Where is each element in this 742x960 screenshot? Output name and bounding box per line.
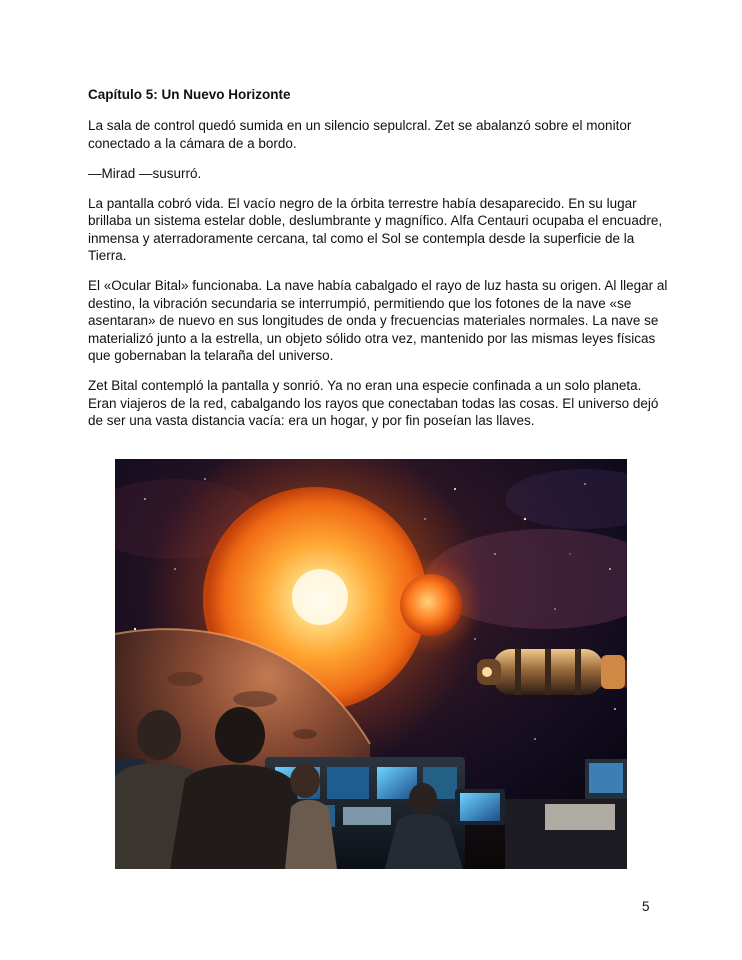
paragraph-4: El «Ocular Bital» funcionaba. La nave había cabalgado el rayo de luz hasta su origen. Al llegar al destino, la vibración secundaria se interrumpió, permitiendo que los fotones de la nave «se asentaran» de nuevo en sus longitudes de onda y frecuencias materiales normales. La nave se materializó junto a la estrella, un objeto sólido otra vez, mantenido por las mismas leyes físicas que gobernaban la telaraña del universo. [88,278,668,363]
crew-member-left-head [137,710,181,760]
chapter-title: Capítulo 5: Un Nuevo Horizonte [88,87,291,102]
secondary-star [400,574,462,636]
crew-member-center-head [215,707,265,763]
paragraph-1: La sala de control quedó sumida en un silencio sepulcral. Zet se abalanzó sobre el monitor conectado a la cámara de a bordo. [88,118,632,151]
star-core [292,569,348,625]
paragraph-3: La pantalla cobró vida. El vacío negro de la órbita terrestre había desaparecido. En su lugar brillaba un sistema estelar doble, deslumbrante y magnífico. Alfa Centauri ocupaba el encuadre, inmensa y aterradoramente cercana, tal como el Sol se contempla desde la superficie de la Tierra. [88,195,663,263]
spaceship [477,649,627,695]
crew-member-seated-head [290,764,320,798]
chapter-illustration [115,459,627,869]
page-number: 5 [642,899,650,914]
paragraph-5: Zet Bital contempló la pantalla y sonrió. Ya no eran una especie confinada a un solo planeta. Eran viajeros de la red, cabalgando los rayos que conectaban todas las cosas. El universo dejó de ser una vasta distancia vacía: era un hogar, y por fin poseían las llaves. [88,378,659,428]
paragraph-2: —Mirad —susurró. [88,165,202,181]
chapter-text [88,86,668,442]
crew-member-right-head [409,783,437,815]
